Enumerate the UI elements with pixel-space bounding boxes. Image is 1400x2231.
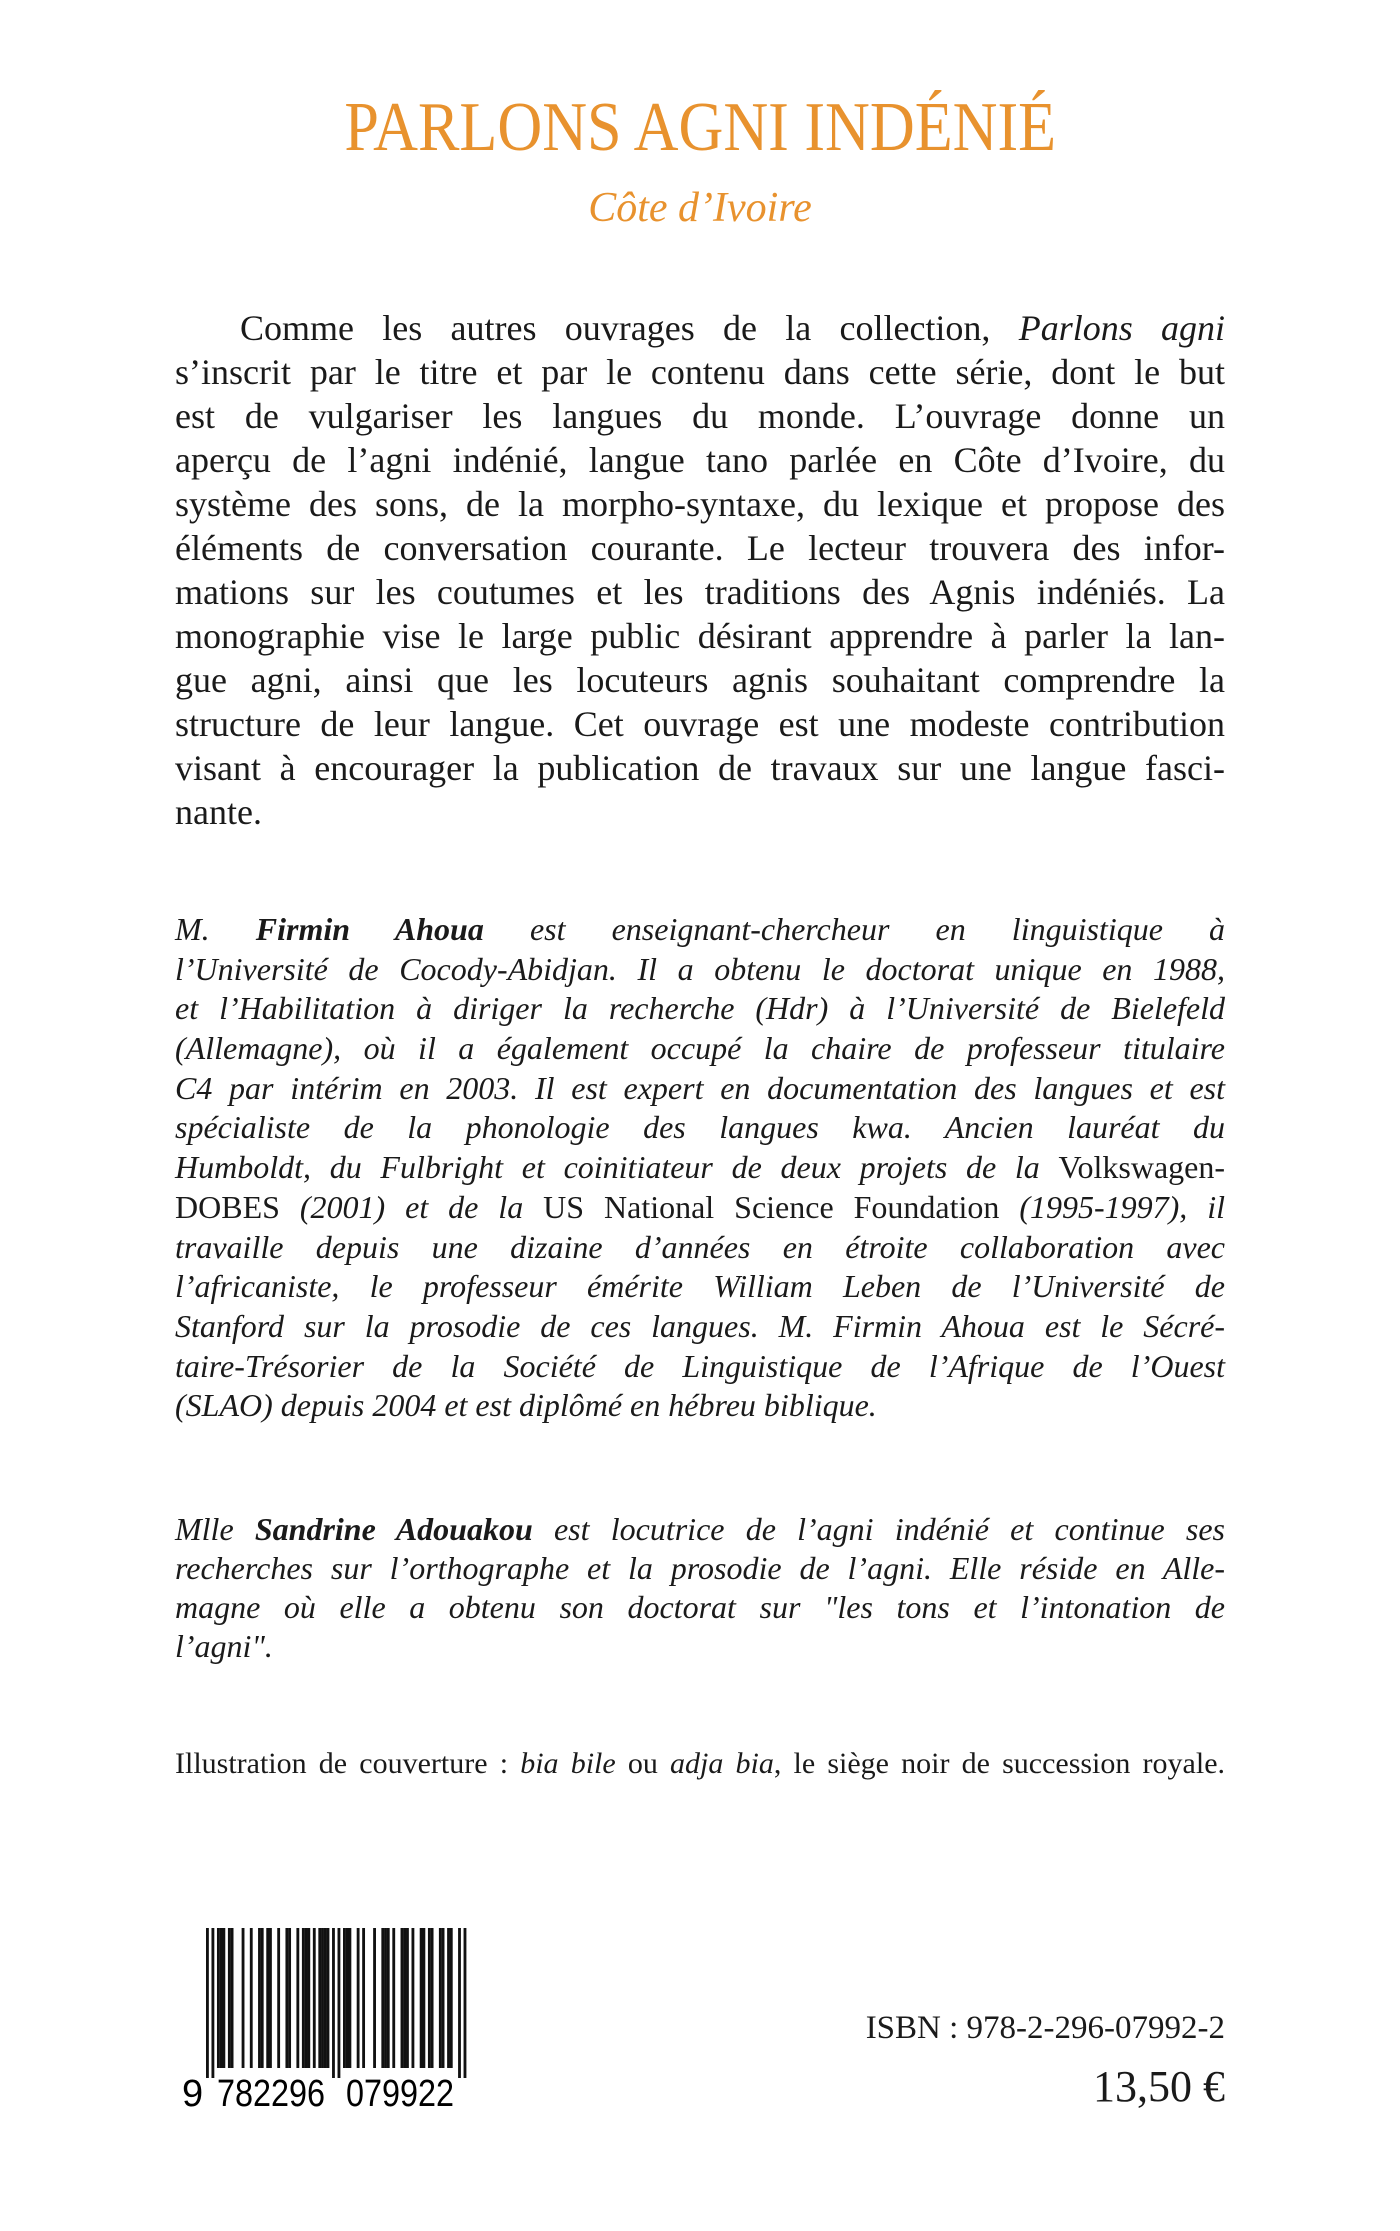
- text-line: [175, 658, 1225, 702]
- text-line: [175, 394, 1225, 438]
- barcode-bar: [373, 1928, 376, 2068]
- text-segment: éléments de conversation courante. Le lecteur trouvera des infor-: [175, 528, 1225, 568]
- text-segment: aperçu de l’agni indénié, langue tano parlée en Côte d’Ivoire, du: [175, 440, 1225, 480]
- barcode-bar: [242, 1928, 245, 2068]
- barcode-bar: [464, 1928, 467, 2078]
- barcode-bar: [206, 1928, 209, 2078]
- text-segment: l’Université de Cocody-Abidjan. Il a obtenu le doctorat unique en 1988,: [175, 950, 1225, 987]
- barcode-bar: [222, 1928, 225, 2068]
- text-line: [175, 1386, 1225, 1426]
- barcode-bar: [250, 1928, 253, 2068]
- book-title: [0, 88, 1400, 168]
- book-title-text: PARLONS AGNI INDÉNIÉ: [344, 89, 1056, 166]
- barcode-bar: [332, 1928, 335, 2078]
- barcode-bar: [313, 1928, 316, 2068]
- barcode-bar: [296, 1928, 299, 2068]
- barcode-bar: [277, 1928, 280, 2068]
- barcode-bar: [346, 1928, 349, 2068]
- price: 13,50 €: [1093, 2062, 1225, 2111]
- text-line: [175, 1510, 1225, 1549]
- barcode-bar: [318, 1928, 321, 2068]
- barcode-digits-left: 782296: [217, 2073, 325, 2115]
- barcode-bar: [381, 1928, 384, 2068]
- barcode-bar: [348, 1928, 351, 2068]
- barcode-bar: [211, 1928, 214, 2078]
- barcode-bar: [431, 1928, 434, 2068]
- text-segment: C4 par intérim en 2003. Il est expert en documentation des langues et est: [175, 1069, 1225, 1106]
- text-line: [175, 1347, 1225, 1387]
- barcode-bar: [307, 1928, 310, 2068]
- barcode-bar: [321, 1928, 324, 2068]
- text-segment: Volkswagen-: [1058, 1149, 1225, 1186]
- text-segment: système des sons, de la morpho-syntaxe, du lexique et propose des: [175, 484, 1225, 524]
- text-segment: , le siège noir de succession royale.: [773, 1747, 1226, 1780]
- text-line: [175, 1108, 1225, 1148]
- text-segment: magne où elle a obtenu son doctorat sur "les tons et l’intonation de: [175, 1589, 1225, 1625]
- text-segment: spécialiste de la phonologie des langues kwa. Ancien lauréat du: [175, 1109, 1225, 1146]
- text-line: [175, 1267, 1225, 1307]
- text-segment: est enseignant-chercheur en linguistique à: [483, 911, 1226, 947]
- text-segment: (2001) et de la: [299, 1188, 544, 1225]
- text-line: [175, 438, 1225, 482]
- illustration-credit: [175, 1745, 1225, 1783]
- text-segment: adja bia: [670, 1747, 774, 1780]
- text-segment: et l’Habilitation à diriger la recherche (Hdr) à l’Université de Bielefeld: [175, 990, 1225, 1027]
- text-segment: est locutrice de l’agni indénié et continue ses: [532, 1511, 1226, 1547]
- text-line: [175, 1588, 1225, 1627]
- barcode-bar: [324, 1928, 327, 2068]
- text-line: [175, 350, 1225, 394]
- isbn-number: ISBN : 978-2-296-07992-2: [865, 2010, 1225, 2046]
- barcode-bar: [327, 1928, 330, 2068]
- barcode-bar: [447, 1928, 450, 2068]
- text-line: [175, 1029, 1225, 1069]
- barcode-bar: [387, 1928, 390, 2068]
- barcode-bar: [220, 1928, 223, 2068]
- text-segment: M.: [175, 911, 256, 947]
- text-line: [175, 482, 1225, 526]
- text-line: [175, 1627, 1225, 1666]
- barcode-digits-right: 079922: [346, 2073, 454, 2115]
- barcode-bar: [450, 1928, 453, 2068]
- text-line: [175, 570, 1225, 614]
- text-line: [175, 526, 1225, 570]
- text-segment: structure de leur langue. Cet ouvrage est une modeste contribution: [175, 704, 1225, 744]
- text-segment: est de vulgariser les langues du monde. L’ouvrage donne un: [175, 396, 1225, 436]
- text-segment: taire-Trésorier de la Société de Linguistique de l’Afrique de l’Ouest: [175, 1347, 1225, 1384]
- text-line: [175, 950, 1225, 990]
- text-segment: DOBES: [175, 1188, 300, 1225]
- barcode-bar: [305, 1928, 308, 2068]
- barcode-bar: [406, 1928, 409, 2068]
- text-line: [175, 1069, 1225, 1109]
- barcode-bar: [420, 1928, 423, 2068]
- barcode-bar: [357, 1928, 360, 2068]
- barcode-bar: [217, 1928, 220, 2068]
- text-segment: gue agni, ainsi que les locuteurs agnis souhaitant comprendre la: [175, 660, 1225, 700]
- text-segment: US National Science Foundation: [543, 1188, 1020, 1225]
- author-name: Firmin Ahoua: [255, 911, 484, 947]
- text-line: [175, 989, 1225, 1029]
- barcode-bar: [362, 1928, 365, 2068]
- barcode-bar: [231, 1928, 234, 2068]
- text-segment: travaille depuis une dizaine d’années en étroite collaboration avec: [175, 1228, 1225, 1265]
- text-line: [175, 790, 1225, 834]
- barcode-bar: [288, 1928, 291, 2068]
- text-segment: Humboldt, du Fulbright et coinitiateur de deux projets de la: [175, 1149, 1059, 1186]
- barcode-bar: [422, 1928, 425, 2068]
- barcode-bar: [458, 1928, 461, 2078]
- isbn-barcode: [180, 1920, 480, 2120]
- barcode-bar: [266, 1928, 269, 2068]
- author-bio-adouakou: [175, 1510, 1225, 1666]
- barcode-bar: [258, 1928, 261, 2068]
- summary-paragraph: [175, 306, 1225, 834]
- text-segment: Mlle: [175, 1511, 255, 1547]
- barcode-bar: [392, 1928, 395, 2068]
- barcode-digit-first: 9: [182, 2073, 204, 2115]
- barcode-bar: [401, 1928, 404, 2068]
- text-line: [175, 910, 1225, 950]
- text-segment: (SLAO) depuis 2004 et est diplômé en hébreu biblique.: [175, 1387, 877, 1424]
- text-segment: Parlons agni: [1018, 308, 1225, 348]
- text-segment: monographie vise le large public désirant apprendre à parler la lan-: [175, 616, 1225, 656]
- barcode-bar: [384, 1928, 387, 2068]
- author-name: Sandrine Adouakou: [254, 1511, 533, 1547]
- barcode-bar: [439, 1928, 442, 2068]
- barcode-bar: [442, 1928, 445, 2068]
- barcode-bar: [428, 1928, 431, 2068]
- text-segment: Comme les autres ouvrages de la collection,: [240, 308, 1019, 348]
- text-segment: ou: [615, 1747, 671, 1780]
- text-segment: s’inscrit par le titre et par le contenu dans cette série, dont le but: [175, 352, 1225, 392]
- barcode-bar: [228, 1928, 231, 2068]
- text-line: [175, 1228, 1225, 1268]
- text-line: [175, 1745, 1225, 1783]
- text-segment: visant à encourager la publication de travaux sur une langue fasci-: [175, 748, 1225, 788]
- text-segment: Illustration de couverture :: [175, 1747, 521, 1780]
- barcode-bar: [269, 1928, 272, 2068]
- text-line: [175, 1307, 1225, 1347]
- text-segment: l’africaniste, le professeur émérite William Leben de l’Université de: [175, 1268, 1225, 1305]
- barcode-bar: [338, 1928, 341, 2078]
- barcode-bar: [343, 1928, 346, 2068]
- text-line: [175, 1148, 1225, 1188]
- text-segment: nante.: [175, 792, 262, 832]
- text-line: [175, 746, 1225, 790]
- text-line: [175, 702, 1225, 746]
- barcode-bar: [302, 1928, 305, 2068]
- text-segment: bia bile: [520, 1747, 616, 1780]
- text-segment: l’agni".: [175, 1628, 273, 1664]
- author-bio-ahoua: [175, 910, 1225, 1426]
- barcode-bar: [412, 1928, 415, 2068]
- text-line: [175, 614, 1225, 658]
- text-line: [175, 1549, 1225, 1588]
- book-subtitle: Côte d’Ivoire: [588, 185, 812, 231]
- text-segment: Stanford sur la prosodie de ces langues. M. Firmin Ahoua est le Sécré-: [175, 1307, 1225, 1344]
- barcode-bar: [261, 1928, 264, 2068]
- barcode-bar: [403, 1928, 406, 2068]
- text-line: [175, 1188, 1225, 1228]
- text-segment: (1995-1997), il: [1019, 1188, 1226, 1225]
- text-segment: recherches sur l’orthographe et la prosodie de l’agni. Elle réside en Alle-: [175, 1550, 1225, 1586]
- text-segment: (Allemagne), où il a également occupé la chaire de professeur titulaire: [175, 1030, 1225, 1067]
- barcode-bar: [285, 1928, 288, 2068]
- text-segment: mations sur les coutumes et les traditions des Agnis indéniés. La: [175, 572, 1225, 612]
- text-line: [175, 306, 1225, 350]
